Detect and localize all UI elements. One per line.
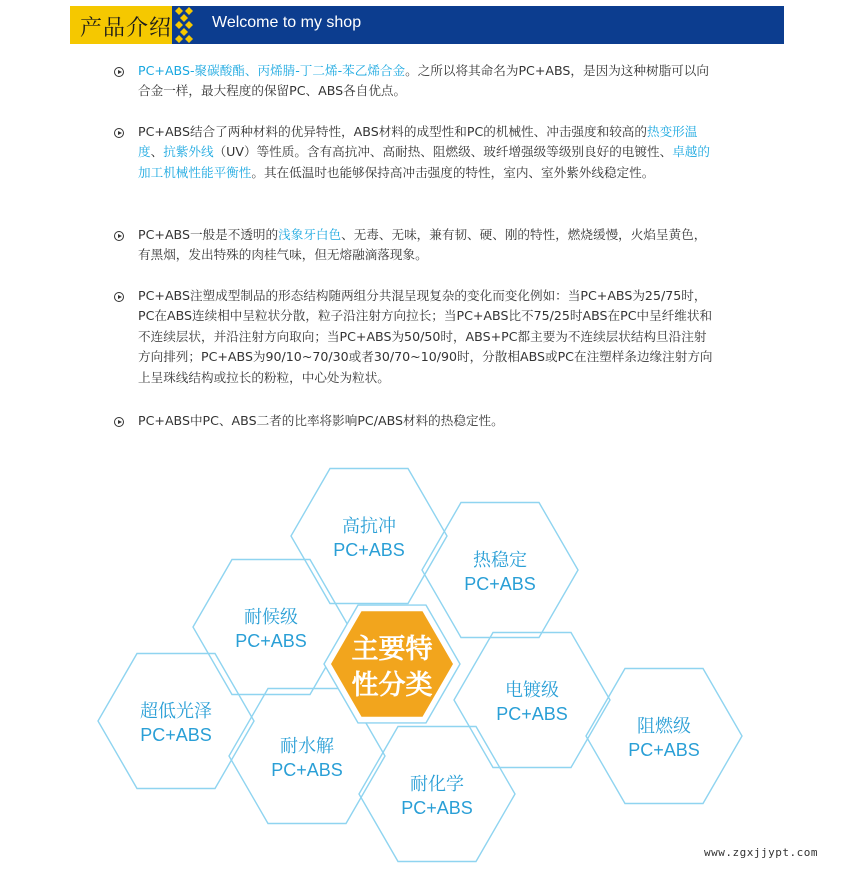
welcome-text: Welcome to my shop (212, 14, 362, 31)
paragraph-text: PC+ABS中PC、ABS二者的比率将影响PC/ABS材料的热稳定性。 (138, 413, 504, 428)
paragraph-text: PC+ABS结合了两种材料的优异特性，ABS材料的成型性和PC的机械性、冲击强度和较高的 (138, 124, 647, 139)
page-title: 产品介绍 (80, 16, 173, 41)
hexagon-subtitle: PC+ABS (140, 725, 212, 745)
hexagon-subtitle: PC+ABS (401, 798, 473, 818)
hexagon-cell (586, 669, 742, 804)
hexagon-subtitle: PC+ABS (496, 704, 568, 724)
hexagon-title: 阻燃级 (637, 716, 691, 736)
hexagon-cell (98, 654, 254, 789)
hexagon-title: 耐水解 (280, 736, 334, 756)
hexagon-cell (359, 727, 515, 862)
hexagon-title: 高抗冲 (342, 516, 396, 536)
hexagon-subtitle: PC+ABS (235, 631, 307, 651)
hexagon-title: 电镀级 (505, 680, 559, 700)
paragraph-text: 。其在低温时也能够保持高冲击强度的特性，室内、室外紫外线稳定性。 (251, 164, 655, 180)
highlight-text: 卓越的加工机械性能平衡性 (138, 144, 710, 180)
hexagon-cell (422, 503, 578, 638)
highlight-text: 抗紫外线 (163, 144, 214, 160)
hexagon-cell (291, 469, 447, 604)
center-title: 主要特 (351, 634, 433, 665)
hexagon-cell (454, 633, 610, 768)
highlight-text: 热变形温度 (138, 124, 698, 160)
highlight-text: PC+ABS-聚碳酸酯、丙烯腈-丁二烯-苯乙烯合金 (138, 63, 406, 78)
paragraph-text: （UV）等性质。含有高抗冲、高耐热、阻燃级、玻纤增强级等级别良好的电镀性、 (213, 144, 673, 160)
hexagon-cell (193, 560, 349, 695)
hexagon-title: 耐候级 (244, 607, 298, 627)
paragraph-text: 、 (150, 144, 164, 160)
hexagon-subtitle: PC+ABS (464, 574, 536, 594)
hexagon-title: 超低光泽 (140, 701, 212, 721)
hexagon-subtitle: PC+ABS (628, 740, 700, 760)
hexagon-title: 耐化学 (410, 774, 464, 794)
hexagon-subtitle: PC+ABS (271, 760, 343, 780)
hexagon-title: 热稳定 (473, 550, 527, 570)
paragraph-text: PC+ABS一般是不透明的 (138, 227, 279, 242)
highlight-text: 浅象牙白色 (278, 227, 342, 242)
paragraph-text: 。之所以将其命名为PC+ABS，是因为这种树脂可以向合金一样，最大程度的保留PC、ABS各自优点。 (138, 63, 709, 99)
paragraph-text: 、无毒、无味，兼有韧、硬、刚的特性，燃烧缓慢，火焰呈黄色，有黑烟，发出特殊的肉桂气味，但无熔融滴落现象。 (138, 227, 707, 263)
watermark-url: www.zgxjjypt.com (704, 846, 818, 859)
hexagon-subtitle: PC+ABS (333, 540, 405, 560)
center-title: 性分类 (351, 670, 433, 701)
paragraph-text: PC+ABS注塑成型制品的形态结构随两组分共混呈现复杂的变化而变化例如：当PC+ABS为25/75时，PC在ABS连续相中呈粒状分散，粒子沿注射方向拉长；当PC+ABS比不75/25时ABS在PC中呈纤维状和不连续层状，并沿注射方向取向；当PC+ABS为50/50时，ABS+PC都主要为不连续层状结构旦沿注射方向排列；PC+ABS为90/10~70/30或者30/70~10/90时，分散相ABS或PC在注塑样条边缘注射方向上呈珠线结构或拉长的粉粒，中心处为粒状。 (138, 288, 713, 385)
